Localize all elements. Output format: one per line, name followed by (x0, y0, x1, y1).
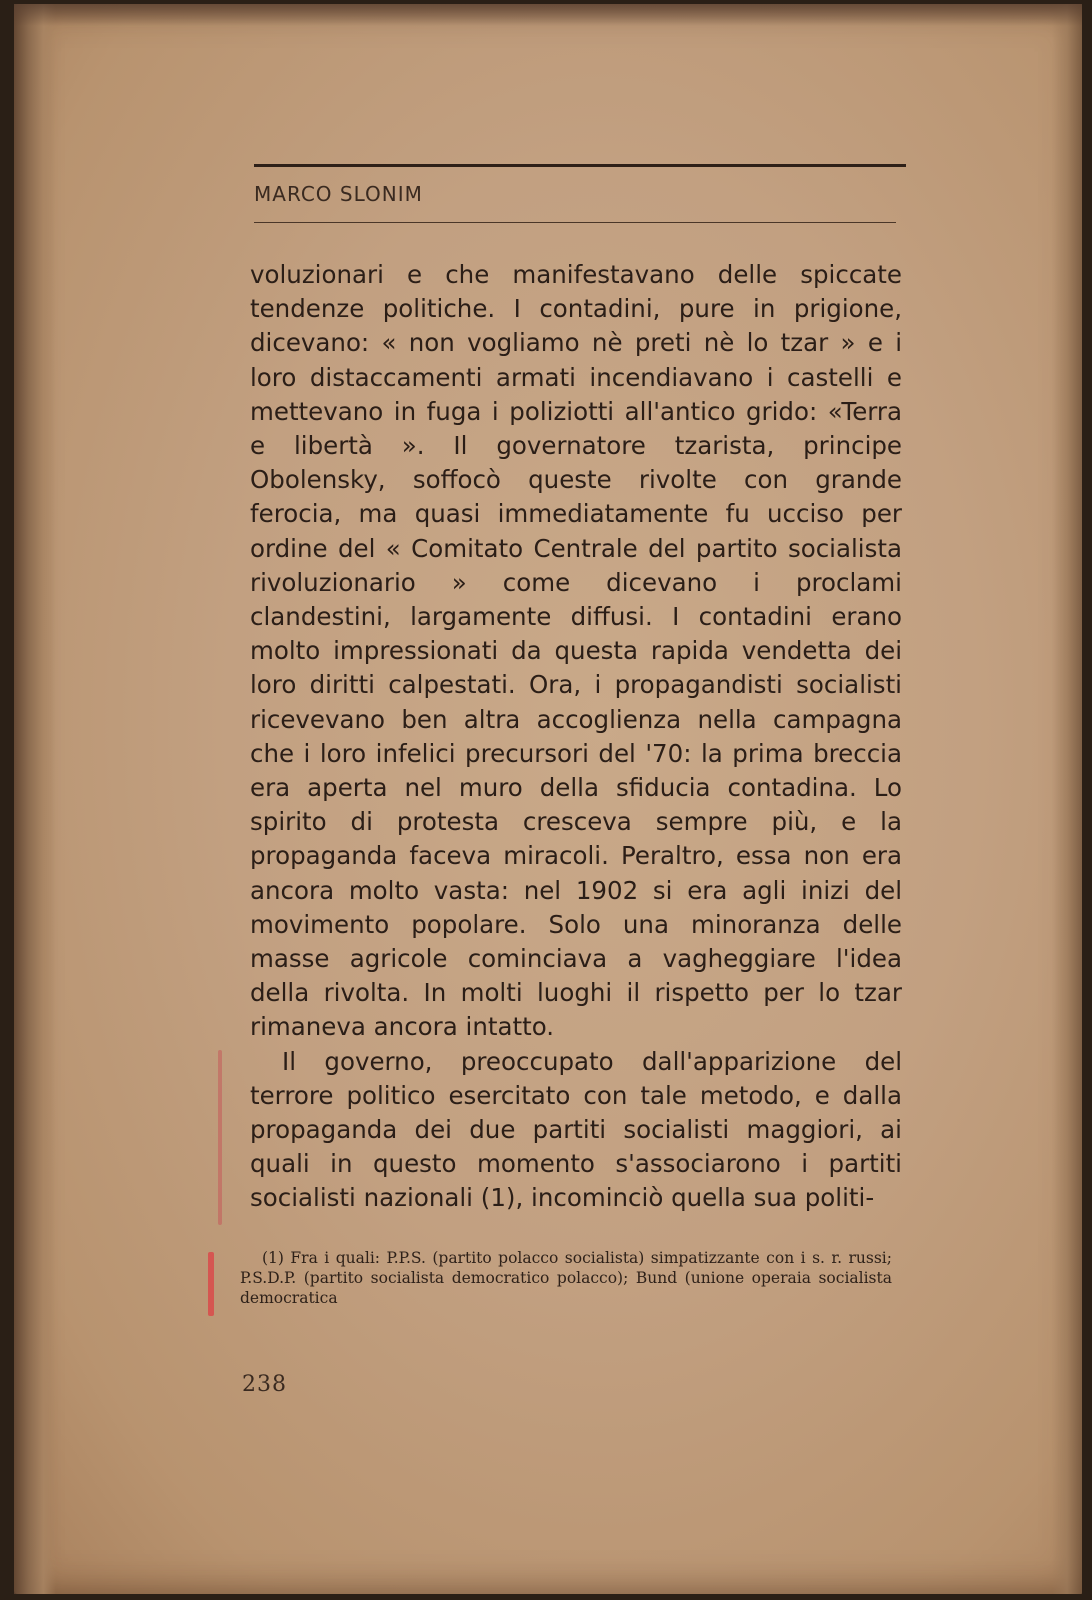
page-top-edge-shadow (14, 4, 1082, 26)
footnote: (1) Fra i quali: P.P.S. (partito polacco socialista) simpatizzante con i s. r. russi; P.S.D.P. (partito socialista democratico polacco); Bund (unione operaia socialista democratica (240, 1249, 892, 1307)
page-number: 238 (242, 1372, 287, 1397)
paragraph-1: voluzionari e che manifestavano delle spiccate tendenze politiche. I contadini, pure in prigione, dicevano: « non vogliamo nè preti nè lo tzar » e i loro distaccamenti armati incendiavano i castelli e mettevano in fuga i poliziotti all'antico grido: «Terra e libertà ». Il governatore tzarista, principe Obolensky, soffocò queste rivolte con grande ferocia, ma quasi immediatamente fu ucciso per ordine del « Comitato Centrale del partito socialista rivoluzionario » come dicevano i proclami clandestini, largamente diffusi. I contadini erano molto impressionati da questa rapida vendetta dei loro diritti calpestati. Ora, i propagandisti socialisti ricevevano ben altra accoglienza nella campagna che i loro infelici precursori del '70: la prima breccia era aperta nel muro della sfiducia contadina. Lo spirito di protesta cresceva sempre più, e la propaganda faceva miracoli. Peraltro, essa non era ancora molto vasta: nel 1902 si era agli inizi del movimento popolare. Solo una minoranza delle masse agricole cominciava a vagheggiare l'idea della rivolta. In molti luoghi il rispetto per lo tzar rimaneva ancora intatto. (250, 260, 902, 1042)
running-head: MARCO SLONIM (254, 182, 423, 206)
footnote-pencil-mark (208, 1252, 214, 1316)
paragraph-2: Il governo, preoccupato dall'apparizione del terrore politico esercitato con tale metodo, e dalla propaganda dei due partiti socialisti maggiori, ai quali in questo momento s'associarono i partiti socialisti nazionali (1), incominciò quella sua politi- (250, 1046, 902, 1213)
body-text (250, 258, 902, 1216)
header-underline (254, 222, 896, 223)
margin-pencil-mark (218, 1050, 222, 1225)
page-left-edge-shadow (14, 4, 56, 1594)
header-rule (254, 164, 906, 167)
page-right-edge-shadow (1052, 4, 1082, 1594)
